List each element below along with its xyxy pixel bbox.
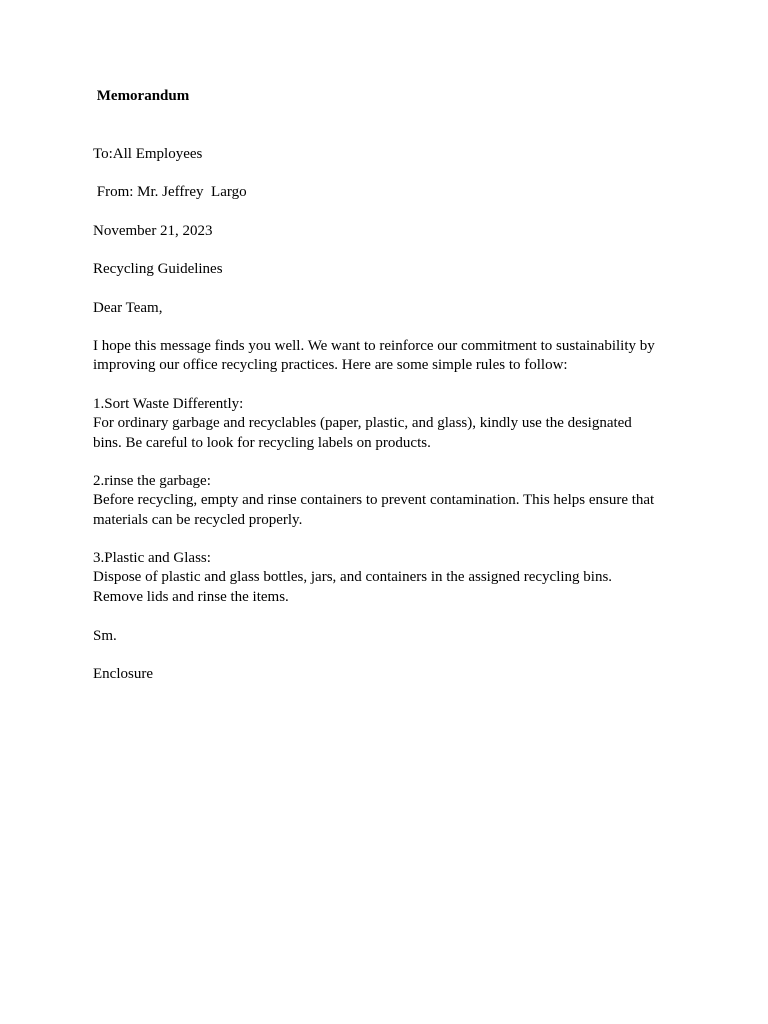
memo-title: Memorandum: [93, 88, 190, 104]
memo-salutation: Dear Team,: [93, 300, 163, 316]
intro-line: I hope this message finds you well. We want to reinforce our commitment to sustainability by: [93, 338, 655, 354]
memo-from-line: From: Mr. Jeffrey Largo: [93, 184, 247, 200]
rule-section-2: [93, 472, 693, 530]
rule-heading: 2.rinse the garbage:: [93, 473, 211, 489]
memo-to-line: To:All Employees: [93, 146, 203, 162]
rule-line: bins. Be careful to look for recycling labels on products.: [93, 434, 431, 451]
memo-subject: Recycling Guidelines: [93, 261, 223, 277]
memo-enclosure: Enclosure: [93, 666, 153, 682]
rule-section-3: [93, 549, 693, 607]
rule-line: materials can be recycled properly.: [93, 511, 303, 528]
rule-heading: 1.Sort Waste Differently:: [93, 396, 244, 412]
memo-date: November 21, 2023: [93, 223, 213, 239]
intro-line: improving our office recycling practices. Here are some simple rules to follow:: [93, 357, 568, 374]
rule-line: Remove lids and rinse the items.: [93, 588, 289, 605]
rule-line: For ordinary garbage and recyclables (paper, plastic, and glass), kindly use the designated: [93, 415, 632, 432]
rule-line: Before recycling, empty and rinse containers to prevent contamination. This helps ensure that: [93, 492, 655, 509]
memo-initials: Sm.: [93, 628, 117, 644]
rule-section-1: [93, 395, 693, 453]
rule-heading: 3.Plastic and Glass:: [93, 550, 211, 566]
memo-intro-paragraph: [93, 337, 693, 376]
rule-line: Dispose of plastic and glass bottles, jars, and containers in the assigned recycling bins.: [93, 569, 613, 586]
